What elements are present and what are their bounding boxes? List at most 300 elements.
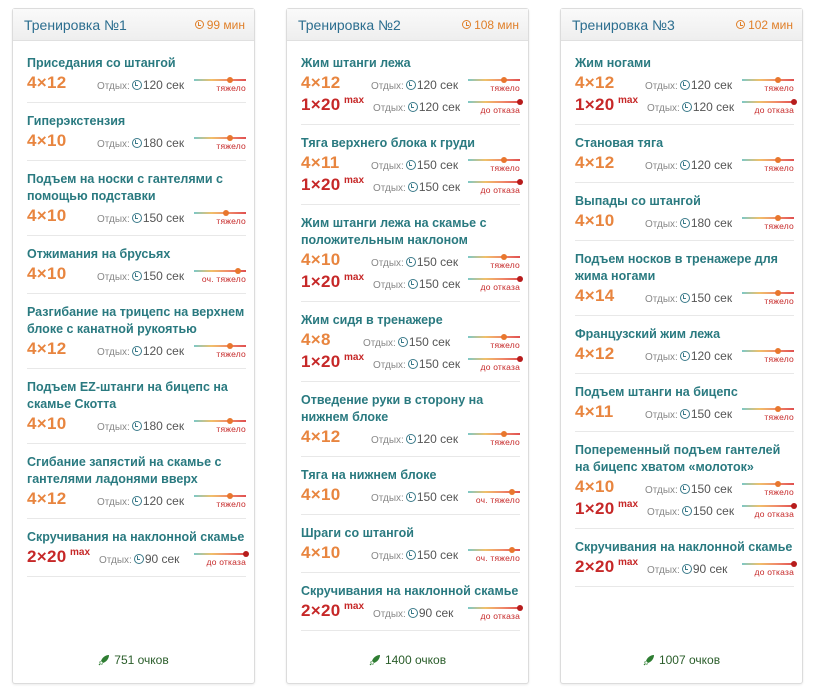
effort-indicator: [468, 156, 520, 172]
effort-label: тяжело: [490, 340, 520, 350]
effort-scale: [194, 212, 246, 214]
exercise-name[interactable]: Жим штанги лежа: [301, 56, 411, 70]
rest-time: [97, 211, 184, 225]
workout-points: [287, 653, 528, 667]
set-row: [301, 95, 520, 116]
effort-label: до отказа: [206, 557, 246, 567]
exercise-name[interactable]: Тяга на нижнем блоке: [301, 468, 437, 482]
effort-scale: [468, 607, 520, 609]
effort-indicator: [468, 98, 520, 114]
rest-value: 150 сек: [690, 291, 733, 305]
effort-label: тяжело: [216, 83, 246, 93]
effort-label: тяжело: [490, 260, 520, 270]
rest-label: Отдых:: [371, 81, 404, 92]
rest-value: 90 сек: [418, 606, 454, 620]
clock-icon: [682, 564, 692, 574]
effort-label: тяжело: [216, 141, 246, 151]
clock-icon: [408, 359, 418, 369]
effort-label: тяжело: [216, 349, 246, 359]
clock-icon: [406, 492, 416, 502]
sets-reps: 4×12: [575, 153, 615, 172]
sets-reps: 1×20: [301, 95, 341, 114]
rest-value: 120 сек: [416, 78, 459, 92]
sets-reps: 1×20: [575, 499, 615, 518]
workout-points: [561, 653, 802, 667]
rest-label: Отдых:: [97, 497, 130, 508]
exercise-name[interactable]: Шраги со штангой: [301, 526, 414, 540]
rest-value: 120 сек: [692, 100, 735, 114]
rest-label: Отдых:: [371, 435, 404, 446]
exercise-name[interactable]: Французский жим лежа: [575, 327, 721, 341]
max-badge: max: [344, 352, 365, 363]
exercise-item[interactable]: [27, 444, 246, 519]
effort-indicator: [742, 289, 794, 305]
sets-reps: 4×10: [301, 485, 341, 504]
clock-icon: [406, 434, 416, 444]
exercise-name[interactable]: Жим сидя в тренажере: [301, 313, 443, 327]
exercise-item[interactable]: [575, 125, 794, 183]
effort-label: тяжело: [490, 437, 520, 447]
effort-indicator: [742, 480, 794, 496]
rest-value: 120 сек: [142, 494, 185, 508]
set-row: [301, 485, 520, 506]
clock-icon: [680, 484, 690, 494]
rest-value: 150 сек: [408, 335, 451, 349]
points-value: 751 очков: [114, 653, 169, 667]
effort-scale: [194, 553, 246, 555]
rest-label: Отдых:: [645, 410, 678, 421]
sets-reps: 4×11: [301, 153, 340, 172]
effort-scale: [194, 420, 246, 422]
effort-indicator: [194, 134, 246, 150]
set-row: [27, 264, 246, 285]
exercise-item[interactable]: [575, 241, 794, 316]
effort-label: тяжело: [764, 221, 794, 231]
clock-icon: [406, 550, 416, 560]
max-badge: max: [618, 95, 639, 106]
sets-reps: 4×12: [575, 73, 615, 92]
exercise-name[interactable]: Выпады со штангой: [575, 194, 701, 208]
rest-time: [371, 255, 458, 269]
workout-card[interactable]: [12, 8, 255, 684]
clock-icon: [132, 496, 142, 506]
effort-label: тяжело: [764, 296, 794, 306]
rest-label: Отдых:: [371, 258, 404, 269]
effort-indicator: [742, 347, 794, 363]
clock-icon: [406, 80, 416, 90]
clock-icon: [736, 20, 745, 29]
effort-label: тяжело: [216, 424, 246, 434]
exercise-name[interactable]: Сгибание запястий на скамье с гантелями ладонями вверх: [27, 455, 222, 486]
rest-label: Отдых:: [647, 103, 680, 114]
clock-icon: [398, 337, 408, 347]
max-badge: max: [618, 499, 639, 510]
set-row: [575, 557, 794, 578]
set-row: [301, 250, 520, 271]
sets-reps: 4×10: [27, 131, 67, 150]
sets-reps: 4×10: [301, 543, 341, 562]
set-row: [575, 153, 794, 174]
effort-indicator: [468, 76, 520, 92]
set-row: [575, 402, 794, 423]
max-badge: max: [344, 95, 365, 106]
rest-value: 120 сек: [690, 158, 733, 172]
exercise-name[interactable]: Жим штанги лежа на скамье с положительным наклоном: [301, 216, 487, 247]
rocket-icon: [98, 654, 110, 666]
effort-label: до отказа: [480, 282, 520, 292]
max-badge: max: [70, 547, 91, 558]
effort-scale: [468, 101, 520, 103]
effort-label: тяжело: [764, 163, 794, 173]
rest-label: Отдых:: [371, 551, 404, 562]
effort-label: тяжело: [764, 83, 794, 93]
workout-title[interactable]: Тренировка №1: [24, 16, 127, 33]
effort-label: оч. тяжело: [475, 495, 520, 505]
effort-indicator: [194, 342, 246, 358]
effort-scale: [468, 433, 520, 435]
workout-duration: [736, 18, 793, 32]
clock-icon: [132, 421, 142, 431]
clock-icon: [680, 351, 690, 361]
exercise-item[interactable]: [575, 316, 794, 374]
rest-value: 120 сек: [416, 432, 459, 446]
exercise-name[interactable]: Скручивания на наклонной скамье: [575, 540, 793, 554]
effort-label: до отказа: [754, 105, 794, 115]
rest-time: [97, 78, 184, 92]
effort-indicator: [742, 502, 794, 518]
effort-scale: [742, 217, 794, 219]
sets-reps: 2×20: [27, 547, 67, 566]
exercise-item[interactable]: [301, 382, 520, 457]
sets-reps: 4×11: [575, 402, 614, 421]
exercise-name[interactable]: Подъем штанги на бицепс: [575, 385, 738, 399]
effort-indicator: [742, 214, 794, 230]
exercise-item[interactable]: [27, 45, 246, 103]
sets-reps: 2×20: [301, 601, 341, 620]
rest-label: Отдых:: [97, 422, 130, 433]
exercise-item[interactable]: [27, 369, 246, 444]
rest-label: Отдых:: [645, 485, 678, 496]
rocket-icon: [369, 654, 381, 666]
set-row: [301, 272, 520, 293]
rest-value: 120 сек: [690, 78, 733, 92]
rest-label: Отдых:: [97, 347, 130, 358]
effort-indicator: [468, 275, 520, 291]
workout-duration-value: 102 мин: [748, 17, 793, 32]
rest-label: Отдых:: [373, 183, 406, 194]
exercise-item[interactable]: [301, 302, 520, 382]
exercise-item[interactable]: [301, 205, 520, 302]
exercise-name[interactable]: Отжимания на брусьях: [27, 247, 171, 261]
effort-indicator: [742, 98, 794, 114]
rest-value: 180 сек: [690, 216, 733, 230]
set-row: [301, 153, 520, 174]
set-row: [575, 211, 794, 232]
exercise-item[interactable]: [301, 573, 520, 631]
sets-reps: 4×10: [301, 250, 341, 269]
rest-value: 180 сек: [142, 136, 185, 150]
rest-value: 150 сек: [692, 504, 735, 518]
set-row: [575, 73, 794, 94]
effort-label: тяжело: [490, 83, 520, 93]
points-value: 1400 очков: [384, 653, 447, 667]
effort-label: тяжело: [764, 487, 794, 497]
rest-time: [371, 78, 458, 92]
rest-time: [99, 552, 179, 566]
clock-icon: [682, 506, 692, 516]
rest-time: [373, 606, 453, 620]
exercise-name[interactable]: Отведение руки в сторону на нижнем блоке: [301, 393, 484, 424]
exercise-item[interactable]: [301, 45, 520, 125]
rest-time: [97, 419, 184, 433]
rest-value: 150 сек: [142, 211, 185, 225]
rest-time: [645, 158, 732, 172]
effort-indicator: [468, 178, 520, 194]
rest-value: 120 сек: [142, 78, 185, 92]
effort-label: тяжело: [764, 354, 794, 364]
effort-scale: [742, 350, 794, 352]
workout-title[interactable]: Тренировка №2: [298, 16, 401, 33]
rest-time: [645, 482, 732, 496]
max-badge: max: [344, 272, 365, 283]
sets-reps: 4×10: [575, 211, 615, 230]
effort-indicator: [194, 492, 246, 508]
set-row: [27, 206, 246, 227]
effort-scale: [742, 505, 794, 507]
clock-icon: [132, 346, 142, 356]
exercise-name[interactable]: Скручивания на наклонной скамье: [301, 584, 519, 598]
rest-value: 150 сек: [416, 158, 459, 172]
exercise-item[interactable]: [575, 183, 794, 241]
effort-scale: [742, 101, 794, 103]
sets-reps: 4×10: [27, 414, 67, 433]
points-value: 1007 очков: [658, 653, 721, 667]
exercise-name[interactable]: Подъем на носки с гантелями с помощью подставки: [27, 172, 224, 203]
clock-icon: [132, 213, 142, 223]
rest-time: [371, 548, 458, 562]
effort-scale: [468, 159, 520, 161]
set-row: [301, 175, 520, 196]
exercise-item[interactable]: [575, 374, 794, 432]
clock-icon: [462, 20, 471, 29]
clock-icon: [195, 20, 204, 29]
clock-icon: [408, 182, 418, 192]
exercise-item[interactable]: [575, 45, 794, 125]
rest-value: 150 сек: [416, 548, 459, 562]
effort-scale: [468, 336, 520, 338]
rest-value: 150 сек: [416, 490, 459, 504]
rest-time: [363, 335, 450, 349]
rocket-icon: [643, 654, 655, 666]
set-row: [27, 489, 246, 510]
rest-time: [371, 432, 458, 446]
set-row: [301, 543, 520, 564]
exercise-name[interactable]: Тяга верхнего блока к груди: [301, 136, 475, 150]
rest-value: 150 сек: [418, 180, 461, 194]
sets-reps: 1×20: [575, 95, 615, 114]
rest-time: [645, 349, 732, 363]
exercise-item[interactable]: [301, 515, 520, 573]
rest-value: 150 сек: [416, 255, 459, 269]
sets-reps: 4×12: [27, 339, 67, 358]
set-row: [27, 131, 246, 152]
rest-value: 150 сек: [690, 407, 733, 421]
rest-time: [645, 216, 732, 230]
sets-reps: 4×10: [27, 264, 67, 283]
rest-label: Отдых:: [97, 139, 130, 150]
rest-time: [97, 494, 184, 508]
effort-label: до отказа: [480, 185, 520, 195]
effort-indicator: [194, 550, 246, 566]
rest-time: [645, 78, 732, 92]
set-row: [301, 73, 520, 94]
effort-indicator: [742, 156, 794, 172]
clock-icon: [132, 138, 142, 148]
rest-value: 90 сек: [144, 552, 180, 566]
effort-scale: [468, 181, 520, 183]
exercise-item[interactable]: [27, 236, 246, 294]
rest-label: Отдых:: [647, 507, 680, 518]
workout-title[interactable]: Тренировка №3: [572, 16, 675, 33]
rest-value: 150 сек: [418, 357, 461, 371]
effort-indicator: [468, 355, 520, 371]
clock-icon: [408, 608, 418, 618]
sets-reps: 1×20: [301, 175, 341, 194]
clock-icon: [408, 279, 418, 289]
rest-label: Отдых:: [373, 280, 406, 291]
effort-indicator: [742, 76, 794, 92]
sets-reps: 4×12: [301, 427, 341, 446]
rest-time: [373, 180, 460, 194]
effort-scale: [742, 563, 794, 565]
effort-label: до отказа: [754, 509, 794, 519]
effort-scale: [742, 79, 794, 81]
effort-indicator: [468, 253, 520, 269]
set-row: [575, 477, 794, 498]
effort-label: оч. тяжело: [475, 553, 520, 563]
effort-label: до отказа: [480, 105, 520, 115]
exercise-item[interactable]: [27, 519, 246, 577]
rest-label: Отдых:: [97, 272, 130, 283]
exercise-item[interactable]: [27, 103, 246, 161]
exercise-name[interactable]: Становая тяга: [575, 136, 664, 150]
rest-label: Отдых:: [645, 352, 678, 363]
exercise-name[interactable]: Приседания со штангой: [27, 56, 176, 70]
exercise-item[interactable]: [27, 161, 246, 236]
effort-scale: [194, 137, 246, 139]
exercise-item[interactable]: [575, 529, 794, 587]
rest-label: Отдых:: [97, 214, 130, 225]
exercise-name[interactable]: Жим ногами: [575, 56, 651, 70]
rest-time: [645, 291, 732, 305]
effort-indicator: [194, 267, 246, 283]
rest-label: Отдых:: [363, 338, 396, 349]
sets-reps: 4×10: [27, 206, 67, 225]
exercise-item[interactable]: [301, 125, 520, 205]
effort-scale: [742, 159, 794, 161]
clock-icon: [406, 160, 416, 170]
set-row: [575, 95, 794, 116]
workout-duration-value: 99 мин: [206, 17, 245, 32]
rest-label: Отдых:: [647, 565, 680, 576]
exercise-name[interactable]: Подъем EZ-штанги на бицепс на скамье Скотта: [27, 380, 228, 411]
sets-reps: 1×20: [301, 272, 341, 291]
effort-indicator: [742, 405, 794, 421]
exercise-name[interactable]: Подъем носков в тренажере для жима ногами: [575, 252, 778, 283]
clock-icon: [134, 554, 144, 564]
rest-label: Отдых:: [97, 81, 130, 92]
sets-reps: 4×8: [301, 330, 331, 349]
rest-time: [373, 277, 460, 291]
workout-card[interactable]: [560, 8, 803, 684]
set-row: [575, 344, 794, 365]
clock-icon: [408, 102, 418, 112]
rest-value: 120 сек: [142, 344, 185, 358]
exercise-name[interactable]: Попеременный подъем гантелей на бицепс хватом «молоток»: [575, 443, 781, 474]
exercise-name[interactable]: Гиперэкстензия: [27, 114, 126, 128]
rest-value: 150 сек: [690, 482, 733, 496]
effort-label: тяжело: [764, 412, 794, 422]
exercise-name[interactable]: Разгибание на трицепс на верхнем блоке с канатной рукоятью: [27, 305, 245, 336]
exercise-list: [13, 41, 254, 577]
workout-header: [561, 9, 802, 41]
workout-header: [13, 9, 254, 41]
set-row: [27, 547, 246, 568]
rest-label: Отдых:: [373, 609, 406, 620]
workout-header: [287, 9, 528, 41]
exercise-list: [561, 41, 802, 587]
sets-reps: 4×12: [27, 73, 67, 92]
exercise-name[interactable]: Скручивания на наклонной скамье: [27, 530, 245, 544]
rest-label: Отдых:: [373, 360, 406, 371]
effort-label: до отказа: [754, 567, 794, 577]
effort-indicator: [742, 560, 794, 576]
rest-time: [97, 269, 184, 283]
effort-indicator: [194, 417, 246, 433]
effort-label: тяжело: [216, 216, 246, 226]
rest-value: 150 сек: [418, 277, 461, 291]
effort-label: до отказа: [480, 611, 520, 621]
effort-label: тяжело: [490, 163, 520, 173]
set-row: [27, 73, 246, 94]
effort-label: оч. тяжело: [201, 274, 246, 284]
effort-scale: [468, 79, 520, 81]
workout-card[interactable]: [286, 8, 529, 684]
clock-icon: [680, 409, 690, 419]
effort-label: до отказа: [480, 362, 520, 372]
clock-icon: [680, 218, 690, 228]
sets-reps: 4×14: [575, 286, 615, 305]
max-badge: max: [618, 557, 639, 568]
exercise-item[interactable]: [575, 432, 794, 529]
effort-scale: [742, 408, 794, 410]
effort-indicator: [194, 209, 246, 225]
workout-duration-value: 108 мин: [474, 17, 519, 32]
set-row: [301, 330, 520, 351]
max-badge: max: [344, 175, 365, 186]
rest-value: 90 сек: [692, 562, 728, 576]
effort-indicator: [194, 76, 246, 92]
rest-label: Отдых:: [373, 103, 406, 114]
effort-indicator: [468, 430, 520, 446]
exercise-item[interactable]: [27, 294, 246, 369]
effort-scale: [468, 358, 520, 360]
sets-reps: 4×12: [575, 344, 615, 363]
clock-icon: [680, 160, 690, 170]
workout-duration: [195, 18, 245, 32]
effort-scale: [742, 483, 794, 485]
exercise-item[interactable]: [301, 457, 520, 515]
